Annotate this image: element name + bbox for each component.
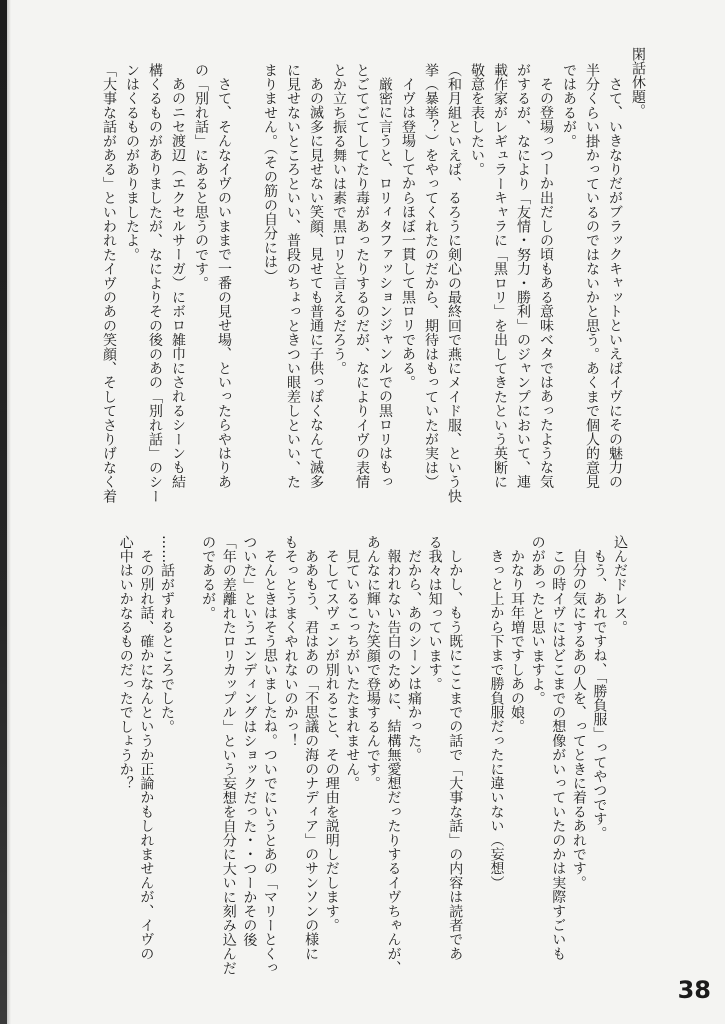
text-line: その別れ話、確かになんというか正論かもしれませんが、イヴの	[138, 549, 155, 961]
text-line: に見せないところといい、普段のちょっときつい眼差しといい、た	[285, 63, 301, 489]
text-line: 心中はいかなるものだったでしょうか？	[117, 535, 134, 791]
text-line: もう、あれですね、「勝負服」ってやつです。	[591, 549, 608, 841]
text-line: ああもう、君はあの「不思議の海のナディア」のサンソンの様に	[303, 549, 320, 961]
bottom-text-block	[115, 535, 630, 995]
scan-edge-shadow	[7, 0, 11, 1024]
page-number: 38	[677, 976, 711, 1004]
text-line: ではあるが。	[561, 63, 577, 149]
text-line: きっと上から下まで勝負服だったに違いない（妄想）	[488, 549, 505, 890]
text-line: あんなに輝いた笑顔で登場するんです。	[364, 535, 381, 791]
text-line: ンはくるものがありましたよ。	[124, 63, 140, 262]
text-line: （和月組といえば、るろうに剣心の最終回で燕にメイド服、という快	[446, 63, 462, 504]
text-line: とごてごてしてたり毒があったりするのだが、なによりイヴの表情	[354, 63, 370, 489]
text-line: 見ているこっちがいたたまれません。	[344, 549, 361, 791]
text-line: さて、いきなりだがブラックキャットといえばイヴにその魅力の	[607, 77, 623, 489]
text-line: そんときはそう思いましたね。ついでにいうとあの「マリーとくっ	[261, 549, 278, 976]
text-line: まりません。（その筋の自分には）	[262, 63, 278, 284]
text-line: 載作家がレギュラーキャラに「黒ロリ」を出してきたという英断に	[492, 63, 508, 489]
blank-line	[235, 63, 258, 523]
text-line: 挙（暴挙？）をやってくれたのだから、期待はもっていたが実は）	[423, 63, 439, 489]
top-text-block	[97, 47, 649, 523]
text-line: だから、あのシーンは痛かった。	[406, 549, 423, 763]
text-line: そしてスヴェンが別れること、その理由を説明しだします。	[323, 549, 340, 933]
section-heading: 閑話休題。	[630, 47, 646, 118]
text-line: さて、そんなイヴのいままで一番の見せ場、といったらやはりあ	[216, 77, 232, 489]
text-line: あの滅多に見せない笑顔、見せても普通に子供っぽくなんて滅多	[308, 77, 324, 489]
text-line: のがあったと思いますよ。	[529, 535, 546, 706]
text-line: 敬意を表したい。	[469, 63, 485, 177]
text-line: 構くるものがありましたが、なによりその後のあの「別れ話」のシー	[147, 63, 163, 504]
blank-line	[177, 535, 198, 995]
text-line: もそっとうまくやれないのかっ！	[282, 535, 299, 748]
text-line: の「別れ話」にあると思うのです。	[193, 63, 209, 291]
text-line: る我々は知っています。	[426, 535, 443, 692]
text-line: 「年の差離れたロリカップル」という妄想を自分に大いに刻み込んだ	[220, 535, 237, 976]
text-line: その登場っつーか出だしの頃もある意味ベタではあったような気	[538, 77, 554, 489]
text-line: 「大事な話がある」といわれたイヴのあの笑顔、そしてさりげなく着	[101, 63, 117, 504]
scan-edge	[0, 0, 7, 1024]
blank-line	[465, 535, 486, 995]
text-line: あのニセ渡辺（エクセルサーガ）にボロ雑巾にされるシーンも結	[170, 77, 186, 489]
text-line: ついた」というエンディングはショックだった・・つーかその後	[241, 535, 258, 947]
text-line: この時イヴにはどこまでの想像がいっていたのかは実際すごいも	[550, 549, 567, 961]
text-line: しかし、もう既にここまでの話で「大事な話」の内容は読者であ	[447, 549, 464, 961]
text-line: かなり耳年増ですしあの娘。	[509, 549, 526, 734]
text-line: イヴは登場してからほぼ一貫して黒ロリである。	[400, 77, 416, 390]
text-line: 厳密に言うと、ロリィタファッションジャンルでの黒ロリはもっ	[377, 77, 393, 489]
text-line: ……話がずれるところでした。	[158, 535, 175, 734]
text-line: 込んだドレス。	[612, 535, 628, 635]
text-line: のであるが。	[200, 535, 217, 621]
text-line: 自分の気にするあの人を、ってときに着るあれです。	[570, 549, 587, 890]
text-line: 半分くらい掛かっているのではないかと思う。あくまで個人的意見	[584, 63, 600, 489]
text-line: とか立ち振る舞いは素で黒ロリと言えるだろう。	[331, 63, 347, 376]
text-line: がするが、なにより「友情・努力・勝利」のジャンプにおいて、連	[515, 63, 531, 489]
text-line: 報われない告白のために、結構無愛想だったりするイヴちゃんが、	[385, 549, 402, 976]
